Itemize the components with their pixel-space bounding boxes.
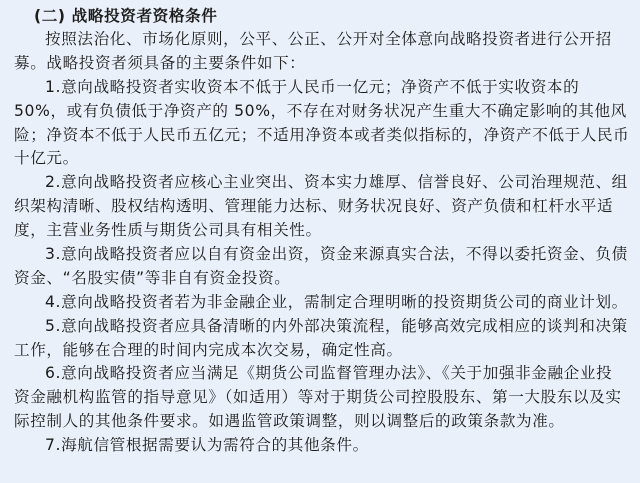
condition-line: 2.意向战略投资者应核心主业突出、资本实力雄厚、信誉良好、公司治理规范、组 xyxy=(45,173,628,192)
condition-line: 险；净资本不低于人民币五亿元；不适用净资本或者类似指标的，净资产不低于人民币 xyxy=(14,125,630,144)
intro-line: 募。战略投资者须具备的主要条件如下： xyxy=(14,53,306,72)
condition-3 xyxy=(14,243,630,291)
condition-line: 资金、“名股实债”等非自有资金投资。 xyxy=(14,268,291,287)
condition-line: 6.意向战略投资者应当满足《期货公司监督管理办法》、《关于加强非金融企业投 xyxy=(45,364,613,383)
condition-line: 十亿元。 xyxy=(14,149,79,168)
condition-5 xyxy=(14,315,630,363)
condition-line: 4.意向战略投资者若为非金融企业，需制定合理明晰的投资期货公司的商业计划。 xyxy=(45,292,628,311)
condition-line: 工作，能够在合理的时间内完成本次交易，确定性高。 xyxy=(14,340,403,359)
condition-line: 5.意向战略投资者应具备清晰的内外部决策流程，能够高效完成相应的谈判和决策 xyxy=(45,316,628,335)
section-heading: (二) 战略投资者资格条件 xyxy=(34,7,218,25)
condition-line: 际控制人的其他条件要求。如遇监管政策调整，则以调整后的政策条款为准。 xyxy=(14,412,565,431)
condition-line: 资金融机构监管的指导意见》（如适用）等对于期货公司控股股东、第一大股东以及实 xyxy=(14,388,622,407)
intro-line: 按照法治化、市场化原则，公平、公正、公开对全体意向战略投资者进行公开招 xyxy=(45,30,612,48)
condition-line: 1.意向战略投资者实收资本不低于人民币一亿元；净资产不低于实收资本的 xyxy=(45,77,580,96)
condition-line: 50%，或有负债低于净资产的 50%，不存在对财务状况产生重大不确定影响的其他风 xyxy=(14,101,627,120)
intro-paragraph xyxy=(14,28,630,76)
condition-4 xyxy=(14,291,630,315)
condition-line: 7.海航信管根据需要认为需符合的其他条件。 xyxy=(45,436,369,455)
condition-1 xyxy=(14,76,630,172)
condition-line: 3.意向战略投资者应以自有资金出资，资金来源真实合法，不得以委托资金、负债 xyxy=(45,245,628,264)
condition-6 xyxy=(14,362,630,434)
condition-7 xyxy=(14,434,630,458)
condition-line: 度，主营业务性质与期货公司具有相关性。 xyxy=(14,221,322,240)
condition-2 xyxy=(14,171,630,243)
condition-line: 织架构清晰、股权结构透明、管理能力达标、财务状况良好、资产负债和杠杆水平适 xyxy=(14,197,614,216)
